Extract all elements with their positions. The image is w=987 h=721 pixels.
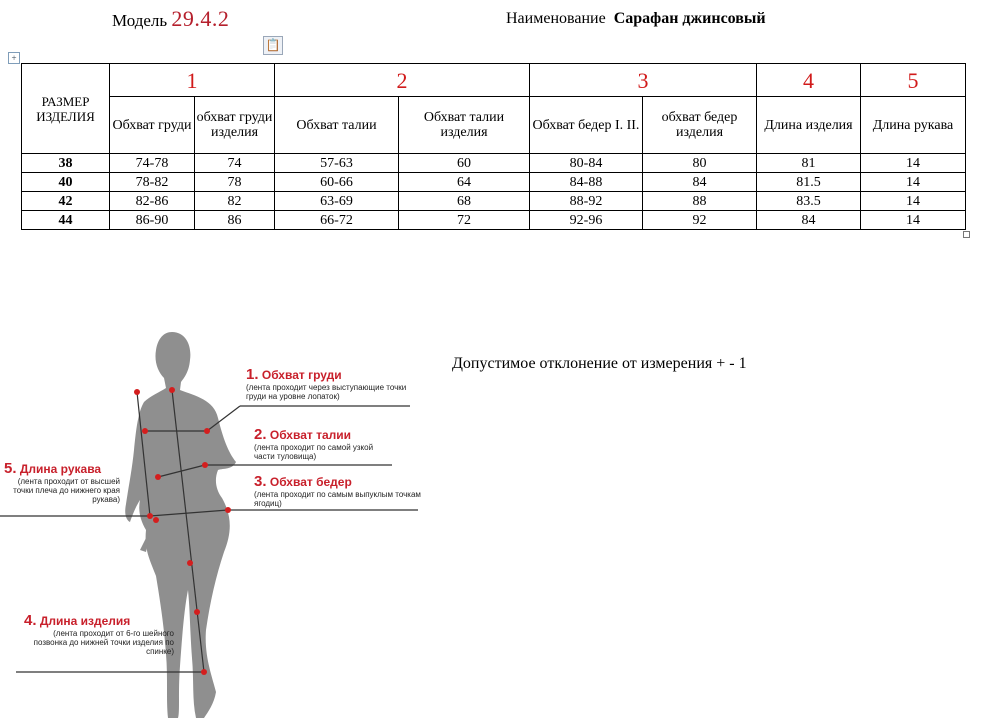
- label-chest-girth: [246, 366, 422, 401]
- model-label: Модель: [112, 11, 168, 30]
- size-cell: 38: [22, 154, 110, 173]
- label-waist-girth: [254, 426, 394, 461]
- table-cell: 68: [399, 192, 530, 211]
- table-cell: 14: [861, 192, 966, 211]
- table-row: [22, 211, 966, 230]
- group-1-header: 1: [110, 64, 275, 97]
- table-cell: 57-63: [275, 154, 399, 173]
- table-cell: 86: [195, 211, 275, 230]
- table-cell: 63-69: [275, 192, 399, 211]
- table-cell: 14: [861, 154, 966, 173]
- label-title: Обхват груди: [261, 368, 342, 382]
- table-cell: 84-88: [530, 173, 643, 192]
- table-cell: 80-84: [530, 154, 643, 173]
- table-cell: 60: [399, 154, 530, 173]
- subheader-sleeve: Длина рукава: [861, 97, 966, 154]
- table-cell: 60-66: [275, 173, 399, 192]
- label-title: Длина рукава: [19, 462, 102, 476]
- table-move-icon[interactable]: +: [8, 52, 20, 64]
- label-garment-length: [24, 612, 174, 656]
- name-value: Сарафан джинсовый: [613, 10, 766, 27]
- table-cell: 82: [195, 192, 275, 211]
- table-cell: 92-96: [530, 211, 643, 230]
- table-cell: 82-86: [110, 192, 195, 211]
- size-cell: 42: [22, 192, 110, 211]
- table-cell: 78: [195, 173, 275, 192]
- label-desc: (лента проходит по самым выпуклым точкам ягодиц): [254, 490, 421, 508]
- label-desc: (лента проходит от высшей точки плеча до нижнего края рукава): [13, 477, 120, 504]
- group-5-header: 5: [861, 64, 966, 97]
- subheader-row: [22, 97, 966, 154]
- name-label: Наименование: [506, 10, 606, 27]
- subheader-chest-garment: обхват груди изделия: [195, 97, 275, 154]
- group-3-header: 3: [530, 64, 757, 97]
- table-cell: 74-78: [110, 154, 195, 173]
- label-number: 2.: [254, 426, 267, 443]
- group-2-header: 2: [275, 64, 530, 97]
- table-row: [22, 173, 966, 192]
- label-desc: (лента проходит от 6-го шейного позвонка до нижней точки изделия по спинке): [33, 629, 174, 656]
- table-cell: 14: [861, 173, 966, 192]
- table-cell: 80: [643, 154, 757, 173]
- size-cell: 44: [22, 211, 110, 230]
- group-header-row: [22, 64, 966, 97]
- label-title: Длина изделия: [39, 614, 131, 628]
- label-hip-girth: [254, 473, 434, 508]
- label-desc: (лента проходит по самой узкой части туловища): [254, 443, 374, 461]
- subheader-length: Длина изделия: [757, 97, 861, 154]
- size-table: [21, 63, 966, 230]
- table-row: [22, 192, 966, 211]
- label-number: 4.: [24, 612, 37, 629]
- product-name-heading: [506, 10, 766, 28]
- table-cell: 88: [643, 192, 757, 211]
- subheader-hips-garment: обхват бедер изделия: [643, 97, 757, 154]
- label-title: Обхват талии: [269, 428, 352, 442]
- paste-options-icon[interactable]: 📋: [263, 36, 283, 55]
- table-cell: 81.5: [757, 173, 861, 192]
- size-column-header: РАЗМЕР ИЗДЕЛИЯ: [22, 64, 110, 154]
- label-title: Обхват бедер: [269, 475, 352, 489]
- table-cell: 66-72: [275, 211, 399, 230]
- table-cell: 86-90: [110, 211, 195, 230]
- table-cell: 74: [195, 154, 275, 173]
- subheader-chest: Обхват груди: [110, 97, 195, 154]
- size-cell: 40: [22, 173, 110, 192]
- subheader-hips: Обхват бедер I. II.: [530, 97, 643, 154]
- label-desc: (лента проходит через выступающие точки груди на уровне лопаток): [246, 383, 407, 401]
- model-heading: [112, 6, 229, 32]
- table-cell: 84: [757, 211, 861, 230]
- table-cell: 72: [399, 211, 530, 230]
- label-number: 3.: [254, 473, 267, 490]
- table-cell: 92: [643, 211, 757, 230]
- tolerance-note: Допустимое отклонение от измерения + - 1: [452, 355, 747, 372]
- table-row: [22, 154, 966, 173]
- table-cell: 78-82: [110, 173, 195, 192]
- measurement-figure: [0, 320, 440, 721]
- model-number: 29.4.2: [171, 6, 230, 31]
- table-cell: 88-92: [530, 192, 643, 211]
- table-cell: 81: [757, 154, 861, 173]
- label-number: 1.: [246, 366, 259, 383]
- table-cell: 14: [861, 211, 966, 230]
- label-sleeve-length: [4, 460, 120, 504]
- table-cell: 84: [643, 173, 757, 192]
- label-number: 5.: [4, 460, 17, 477]
- subheader-waist: Обхват талии: [275, 97, 399, 154]
- table-cell: 83.5: [757, 192, 861, 211]
- subheader-waist-garment: Обхват талии изделия: [399, 97, 530, 154]
- table-cell: 64: [399, 173, 530, 192]
- group-4-header: 4: [757, 64, 861, 97]
- table-resize-icon[interactable]: [963, 231, 970, 238]
